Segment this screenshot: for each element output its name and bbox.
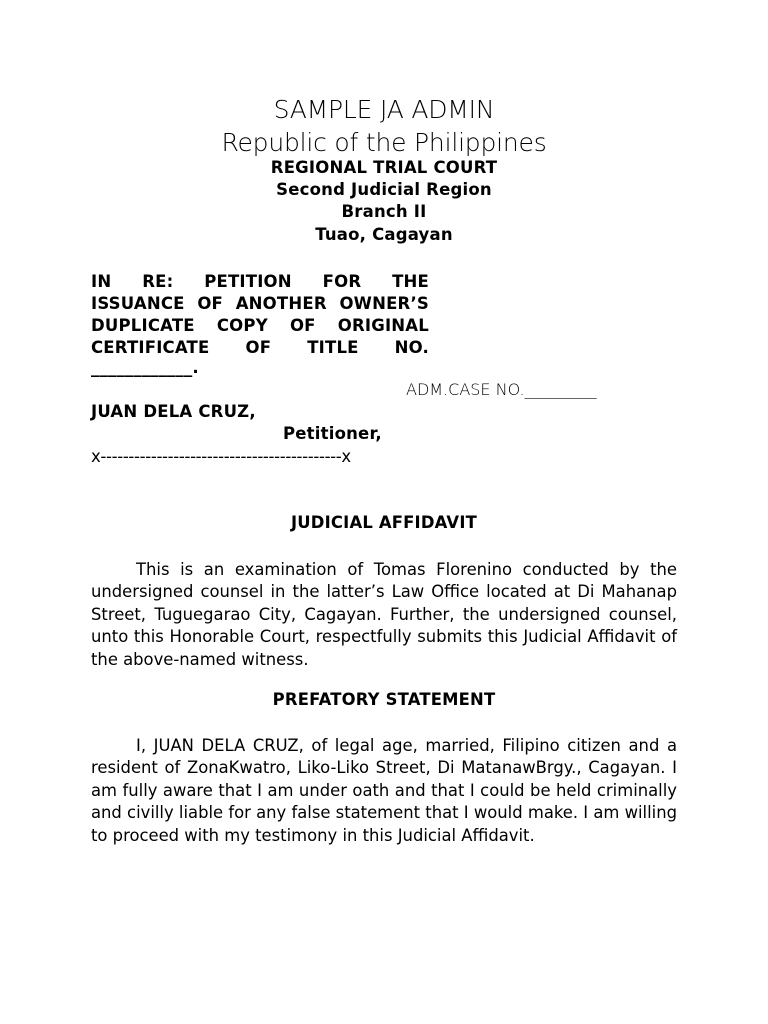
caption-line-1: IN RE: PETITION FOR THE <box>91 272 429 291</box>
court-name: REGIONAL TRIAL COURT <box>270 158 498 177</box>
republic-line: Republic of the Philippines <box>221 128 547 157</box>
petitioner-name: JUAN DELA CRUZ, <box>91 402 256 421</box>
petitioner-role: Petitioner, <box>283 424 382 443</box>
case-number: ADM.CASE NO._________ <box>406 380 597 399</box>
section-body-judicial-affidavit: This is an examination of Tomas Florenino conducted by the undersigned counsel in the latter’s Law Office located at Di Mahanap Street, Tuguegarao City, Cagayan. Further, the undersigned counsel, unto this Honorable Court, respectfully submits this Judicial Affidavit of the above-named witness. <box>91 560 677 669</box>
caption-separator: x-------------------------------------------x <box>91 447 351 466</box>
section-heading-prefatory-statement: PREFATORY STATEMENT <box>272 690 496 709</box>
title-number-blank: ____________. <box>91 358 199 377</box>
caption-line-3: DUPLICATE COPY OF ORIGINAL <box>91 316 429 335</box>
document-title: SAMPLE JA ADMIN <box>273 95 495 124</box>
judicial-region: Second Judicial Region <box>276 180 492 199</box>
branch: Branch II <box>341 202 427 221</box>
court-location: Tuao, Cagayan <box>315 225 453 244</box>
section-body-prefatory-statement: I, JUAN DELA CRUZ, of legal age, married, Filipino citizen and a resident of ZonaKwatro, Liko-Liko Street, Di MatanawBrgy., Cagayan. I am fully aware that I am under oath and that I could be held criminally and civilly liable for any false statement that I would make. I am willing to proceed with my testimony in this Judicial Affidavit. <box>91 736 677 845</box>
section-heading-judicial-affidavit: JUDICIAL AFFIDAVIT <box>291 513 477 532</box>
caption-line-2: ISSUANCE OF ANOTHER OWNER’S <box>91 294 430 313</box>
caption-line-4: CERTIFICATE OF TITLE NO. <box>91 338 430 357</box>
